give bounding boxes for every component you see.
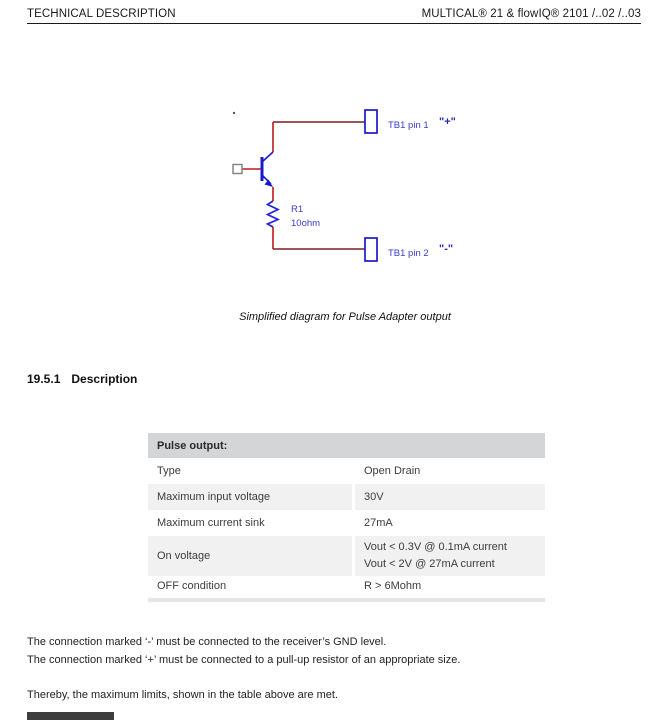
pin1-polarity-label: "+"	[439, 116, 456, 128]
page-bottom-cutoff-bar	[27, 712, 114, 720]
pulse-adapter-circuit-diagram	[0, 0, 667, 300]
pin2-polarity-label: "-"	[439, 243, 454, 255]
table-row	[148, 536, 545, 576]
section-heading	[27, 372, 137, 386]
table-bottom-strip	[148, 598, 545, 602]
body-line-minus: The connection marked ‘-’ must be connected to the receiver’s GND level.	[27, 636, 387, 648]
row-value-line1: Vout < 0.3V @ 0.1mA current	[364, 541, 507, 553]
tb1-pin1-terminal	[365, 110, 377, 133]
tb1-pin1-label: TB1 pin 1	[388, 120, 429, 131]
table-title: Pulse output:	[157, 439, 228, 452]
table-row	[148, 458, 545, 484]
body-text	[27, 634, 460, 705]
row-value: Open Drain	[364, 465, 421, 477]
section-number: 19.5.1	[27, 372, 61, 386]
figure-caption: Simplified diagram for Pulse Adapter output	[239, 311, 451, 323]
resistor-value-label: 10ohm	[291, 218, 321, 229]
table-header-row	[148, 433, 545, 458]
tb1-pin2-terminal	[365, 238, 377, 261]
resistor-name-label: R1	[291, 204, 304, 215]
body-line-thereby: Thereby, the maximum limits, shown in the table above are met.	[27, 689, 338, 701]
row-value-line2: Vout < 2V @ 27mA current	[364, 558, 495, 570]
section-title: Description	[71, 372, 138, 386]
table-row	[148, 510, 545, 536]
emitter-arrowhead	[265, 180, 274, 188]
row-label: Maximum current sink	[157, 517, 265, 529]
row-label: OFF condition	[157, 580, 227, 592]
row-value: 30V	[355, 484, 545, 510]
header-left-title: TECHNICAL DESCRIPTION	[27, 8, 176, 20]
base-input-terminal	[233, 165, 242, 174]
row-label: On voltage	[148, 536, 352, 576]
row-value: 27mA	[364, 517, 393, 529]
resistor-symbol	[268, 201, 279, 227]
stray-dot	[233, 112, 235, 114]
row-label: Maximum input voltage	[148, 484, 352, 510]
body-line-plus: The connection marked ‘+’ must be connected to a pull-up resistor of an appropriate size.	[27, 653, 461, 666]
row-value: R > 6Mohm	[364, 580, 422, 592]
tb1-pin2-label: TB1 pin 2	[388, 248, 429, 259]
row-value	[355, 536, 545, 576]
row-label: Type	[157, 465, 181, 477]
table-row	[148, 484, 545, 510]
transistor-collector-diagonal	[262, 152, 273, 162]
pulse-output-table	[148, 433, 545, 602]
header-right-title: MULTICAL® 21 & flowIQ® 2101 /..02 /..03	[421, 8, 641, 20]
table-row	[148, 576, 545, 596]
